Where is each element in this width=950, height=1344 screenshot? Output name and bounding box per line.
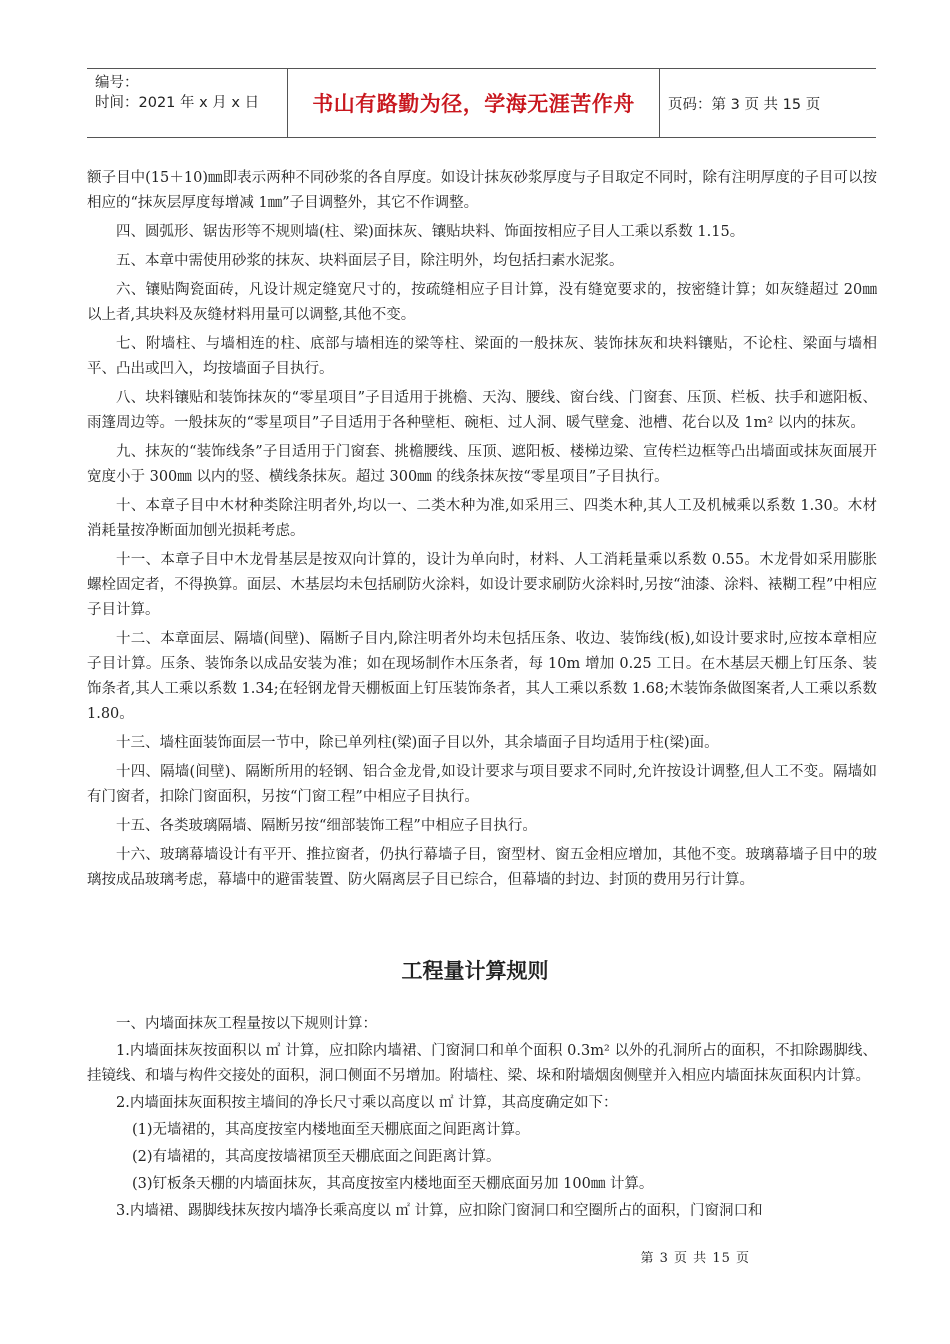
rule-subitem: (1)无墙裙的，其高度按室内楼地面至天棚底面之间距离计算。 [132,1122,530,1138]
paragraph: 额子目中(15＋10)㎜即表示两种不同砂浆的各自厚度。如设计抹灰砂浆厚度与子目取定不同时，除有注明厚度的子目可以按相应的“抹灰层厚度每增减 1㎜”子目调整外，其它不作调整。 [87,170,877,211]
paragraph: 十一、本章子目中木龙骨基层是按双向计算的，设计为单向时，材料、人工消耗量乘以系数 0.55。木龙骨如采用膨胀螺栓固定者，不得换算。面层、木基层均未包括刷防火涂料，如设计要求刷防火涂料时,另按“油漆、涂料、裱糊工程”中相应子目计算。 [87,552,877,618]
paragraph: 十二、本章面层、隔墙(间壁)、隔断子目内,除注明者外均未包括压条、收边、装饰线(板),如设计要求时,应按本章相应子目计算。压条、装饰条以成品安装为准；如在现场制作木压条者，每 10m 增加 0.25 工日。在木基层天棚上钉压条、装饰条者,其人工乘以系数 1.34;在轻钢龙骨天棚板面上钉压装饰条者，其人工乘以系数 1.68;木装饰条做图案者,人工乘以系数 1.80。 [87,631,877,722]
calculation-rules [87,1012,877,1226]
rule-item: 1.内墙面抹灰按面积以 ㎡ 计算，应扣除内墙裙、门窗洞口和单个面积 0.3m² 以外的孔洞所占的面积，不扣除踢脚线、挂镜线、和墙与构件交接处的面积，洞口侧面不另增加。附墙柱、梁、垛和附墙烟囱侧壁并入相应内墙面抹灰面积内计算。 [87,1043,877,1084]
paragraph: 七、附墙柱、与墙相连的柱、底部与墙相连的梁等柱、梁面的一般抹灰、装饰抹灰和块料镶贴，不论柱、梁面与墙相平、凸出或凹入，均按墙面子目执行。 [87,336,877,377]
page-footer: 第 3 页 共 15 页 [640,1251,750,1266]
paragraph: 十、本章子目中木材种类除注明者外,均以一、二类木种为准,如采用三、四类木种,其人工及机械乘以系数 1.30。木材消耗量按净断面加刨光损耗考虑。 [87,498,877,539]
paragraph: 十六、玻璃幕墙设计有平开、推拉窗者，仍执行幕墙子目，窗型材、窗五金相应增加，其他不变。玻璃幕墙子目中的玻璃按成品玻璃考虑，幕墙中的避雷装置、防火隔离层子目已综合，但幕墙的封边、封顶的费用另行计算。 [87,847,877,888]
paragraph: 八、块料镶贴和装饰抹灰的“零星项目”子目适用于挑檐、天沟、腰线、窗台线、门窗套、压顶、栏板、扶手和遮阳板、雨篷周边等。一般抹灰的“零星项目”子目适用于各种壁柜、碗柜、过人洞、暖气壁龛、池槽、花台以及 1m² 以内的抹灰。 [87,390,877,431]
code-label: 编号： [95,75,139,91]
paragraph: 四、圆弧形、锯齿形等不规则墙(柱、梁)面抹灰、镶贴块料、饰面按相应子目人工乘以系数 1.15。 [116,224,745,240]
rule-subitem: (3)钉板条天棚的内墙面抹灰，其高度按室内楼地面至天棚底面另加 100㎜ 计算。 [132,1176,654,1192]
time-label: 时间：2021 年 x 月 x 日 [95,95,260,111]
section-title: 工程量计算规则 [401,959,549,983]
rules-heading: 一、内墙面抹灰工程量按以下规则计算： [116,1016,377,1032]
rule-item: 3.内墙裙、踢脚线抹灰按内墙净长乘高度以 ㎡ 计算，应扣除门窗洞口和空圈所占的面积，门窗洞口和 [116,1203,763,1219]
header-page-cell [660,69,876,137]
paragraph: 十五、各类玻璃隔墙、隔断另按“细部装饰工程”中相应子目执行。 [116,818,537,834]
paragraph: 九、抹灰的“装饰线条”子目适用于门窗套、挑檐腰线、压顶、遮阳板、楼梯边梁、宣传栏边框等凸出墙面或抹灰面展开宽度小于 300㎜ 以内的竖、横线条抹灰。超过 300㎜ 的线条抹灰按“零星项目”子目执行。 [87,444,877,485]
slogan: 书山有路勤为径，学海无涯苦作舟 [312,92,635,116]
paragraph: 六、镶贴陶瓷面砖，凡设计规定缝宽尺寸的，按疏缝相应子目计算，没有缝宽要求的，按密缝计算；如灰缝超过 20㎜ 以上者,其块料及灰缝材料用量可以调整,其他不变。 [87,282,877,323]
paragraph: 十四、隔墙(间壁)、隔断所用的轻钢、铝合金龙骨,如设计要求与项目要求不同时,允许按设计调整,但人工不变。隔墙如有门窗者，扣除门窗面积，另按“门窗工程”中相应子目执行。 [87,764,877,805]
page-header [87,68,876,138]
paragraph: 十三、墙柱面装饰面层一节中，除已单列柱(梁)面子目以外，其余墙面子目均适用于柱(梁)面。 [116,735,719,751]
page-label: 页码：第 3 页 共 15 页 [668,96,821,113]
body-text [87,166,877,897]
paragraph: 五、本章中需使用砂浆的抹灰、块料面层子目，除注明外，均包括扫素水泥浆。 [116,253,624,269]
header-meta [87,69,287,137]
rule-subitem: (2)有墙裙的，其高度按墙裙顶至天棚底面之间距离计算。 [132,1149,501,1165]
rule-item: 2.内墙面抹灰面积按主墙间的净长尺寸乘以高度以 ㎡ 计算，其高度确定如下： [116,1095,618,1111]
header-slogan-cell [287,69,660,137]
